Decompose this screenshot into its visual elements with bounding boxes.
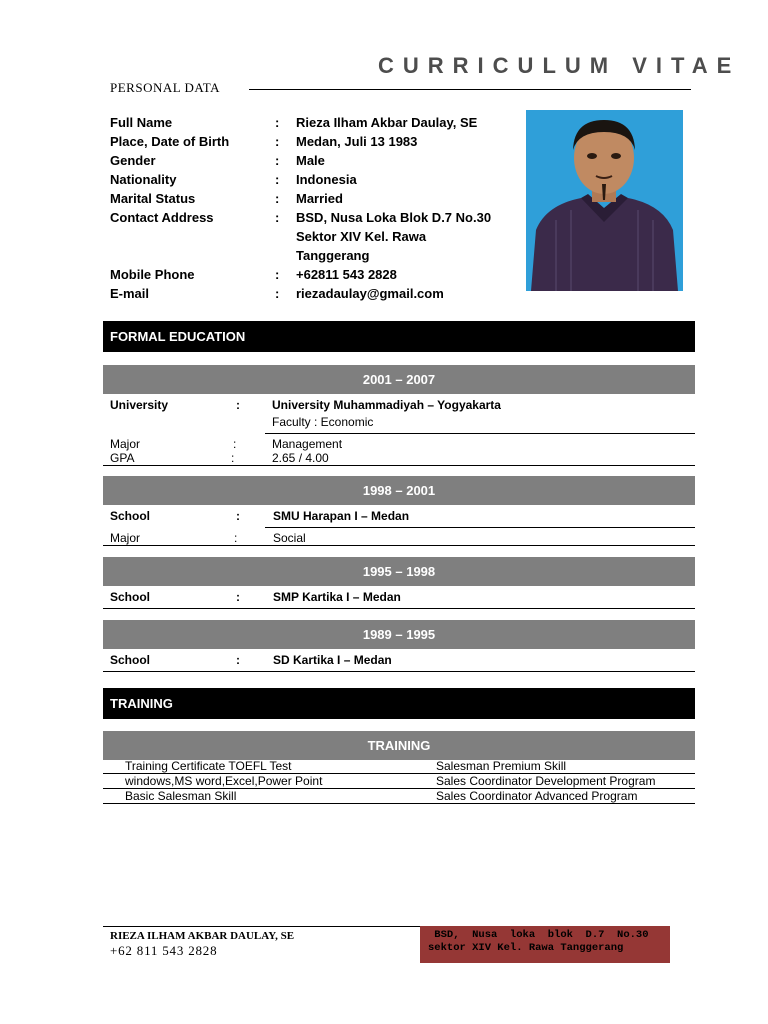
- training-item: Salesman Premium Skill: [436, 759, 567, 773]
- training-item: Basic Salesman Skill: [125, 789, 237, 803]
- footer-rule: [103, 926, 422, 927]
- edu-level: University: [110, 398, 169, 412]
- separator: :: [275, 286, 280, 301]
- nationality-label: Nationality: [110, 172, 177, 187]
- address-value-line2: Sektor XIV Kel. Rawa: [296, 229, 427, 244]
- nationality-value: Indonesia: [296, 172, 357, 187]
- edu-institution: SMP Kartika I – Medan: [273, 590, 401, 604]
- training-header: [103, 688, 695, 719]
- edu-institution: University Muhammadiyah – Yogyakarta: [272, 398, 501, 412]
- marital-label: Marital Status: [110, 191, 196, 206]
- period-bar: 1995 – 1998: [103, 557, 695, 586]
- phone-label: Mobile Phone: [110, 267, 195, 282]
- formal-education-header: [103, 321, 695, 352]
- birth-value: Medan, Juli 13 1983: [296, 134, 418, 149]
- period-bar: 1989 – 1995: [103, 620, 695, 649]
- edu-major: Social: [273, 531, 306, 545]
- divider: [265, 527, 695, 528]
- edu-sep: :: [236, 509, 240, 523]
- edu-major-label: Major: [110, 531, 141, 545]
- separator: :: [275, 191, 280, 206]
- period-bar: 1998 – 2001: [103, 476, 695, 505]
- divider: [103, 545, 695, 546]
- training-item: windows,MS word,Excel,Power Point: [125, 774, 323, 788]
- personal-data-rule: [249, 89, 691, 90]
- separator: :: [275, 210, 280, 225]
- email-value: riezadaulay@gmail.com: [296, 286, 444, 301]
- address-value-line1: BSD, Nusa Loka Blok D.7 No.30: [296, 210, 492, 225]
- edu-level: School: [110, 653, 151, 667]
- divider: [265, 433, 695, 434]
- separator: :: [275, 172, 280, 187]
- footer-name: RIEZA ILHAM AKBAR DAULAY, SE: [110, 930, 295, 942]
- address-value-line3: Tanggerang: [296, 248, 370, 263]
- edu-gpa: 2.65 / 4.00: [272, 451, 329, 465]
- training-item: Sales Coordinator Advanced Program: [436, 789, 638, 803]
- divider: [103, 803, 695, 804]
- phone-value: +62811 543 2828: [296, 267, 397, 282]
- edu-faculty: Faculty : Economic: [272, 415, 374, 429]
- separator: :: [275, 115, 280, 130]
- edu-level: School: [110, 509, 151, 523]
- training-item: Sales Coordinator Development Program: [436, 774, 656, 788]
- training-item: Training Certificate TOEFL Test: [125, 759, 292, 773]
- edu-sep: :: [233, 437, 237, 451]
- full-name-label: Full Name: [110, 115, 173, 130]
- personal-data-heading: PERSONAL DATA: [110, 80, 221, 95]
- separator: :: [275, 267, 280, 282]
- profile-photo: [526, 110, 683, 291]
- footer-phone: +62 811 543 2828: [110, 943, 218, 958]
- edu-major: Management: [272, 437, 343, 451]
- edu-gpa-label: GPA: [110, 451, 135, 465]
- gender-value: Male: [296, 153, 325, 168]
- edu-sep: :: [231, 451, 235, 465]
- footer-address-line1: BSD, Nusa loka blok D.7 No.30: [428, 929, 649, 941]
- page-title: CURRICULUM VITAE: [378, 53, 741, 78]
- edu-major-label: Major: [110, 437, 141, 451]
- period-bar: 2001 – 2007: [103, 365, 695, 394]
- marital-value: Married: [296, 191, 343, 206]
- divider: [103, 465, 695, 466]
- training-title: TRAINING: [110, 696, 173, 711]
- divider: [103, 608, 695, 609]
- formal-education-title: FORMAL EDUCATION: [110, 329, 246, 344]
- separator: :: [275, 134, 280, 149]
- footer-address-line2: sektor XIV Kel. Rawa Tanggerang: [428, 942, 624, 954]
- divider: [103, 671, 695, 672]
- edu-sep: :: [236, 398, 240, 412]
- edu-sep: :: [234, 531, 238, 545]
- portrait-illustration: [526, 110, 683, 291]
- address-label: Contact Address: [110, 210, 214, 225]
- birth-label: Place, Date of Birth: [110, 134, 230, 149]
- separator: :: [275, 153, 280, 168]
- edu-institution: SMU Harapan I – Medan: [273, 509, 410, 523]
- edu-sep: :: [236, 653, 240, 667]
- edu-institution: SD Kartika I – Medan: [273, 653, 392, 667]
- email-label: E-mail: [110, 286, 150, 301]
- edu-sep: :: [236, 590, 240, 604]
- edu-level: School: [110, 590, 151, 604]
- full-name-value: Rieza Ilham Akbar Daulay, SE: [296, 115, 478, 130]
- gender-label: Gender: [110, 153, 156, 168]
- training-table-header: TRAINING: [103, 731, 695, 760]
- footer-address-box: [420, 926, 670, 963]
